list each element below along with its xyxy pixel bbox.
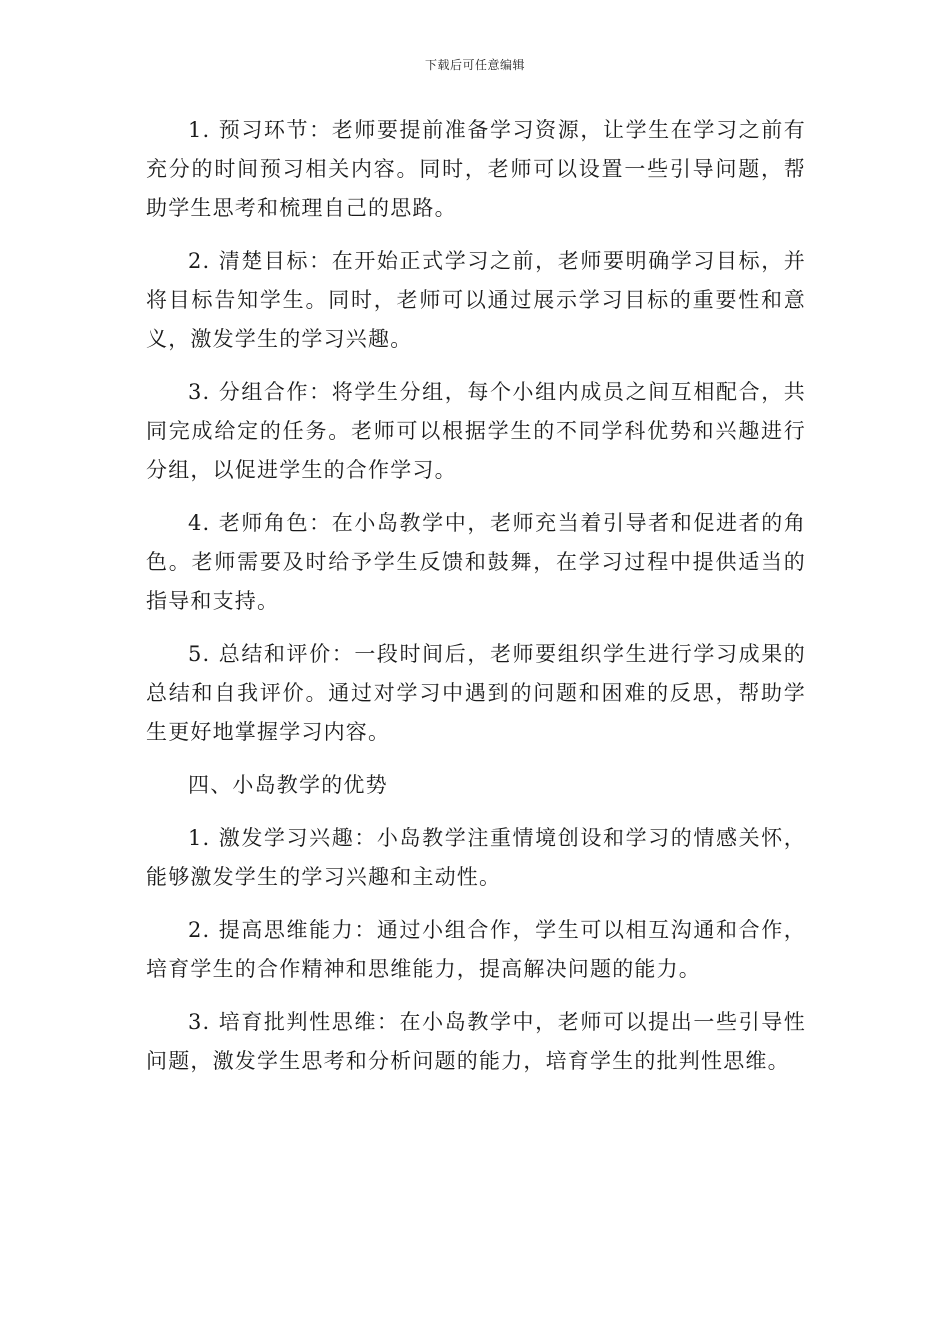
- document-body: [146, 111, 806, 1095]
- paragraph-stimulate-interest: 1. 激发学习兴趣：小岛教学注重情境创设和学习的情感关怀，能够激发学生的学习兴趣和主动性。: [146, 826, 806, 889]
- paragraph-teacher-role: 4. 老师角色：在小岛教学中，老师充当着引导者和促进者的角色。老师需要及时给予学生反馈和鼓舞，在学习过程中提供适当的指导和支持。: [146, 511, 806, 613]
- paragraph-clear-goals: 2. 清楚目标：在开始正式学习之前，老师要明确学习目标，并将目标告知学生。同时，老师可以通过展示学习目标的重要性和意义，激发学生的学习兴趣。: [146, 249, 806, 351]
- paragraph-preview-step: 1. 预习环节：老师要提前准备学习资源，让学生在学习之前有充分的时间预习相关内容。同时，老师可以设置一些引导问题，帮助学生思考和梳理自己的思路。: [146, 118, 806, 220]
- paragraph-thinking-ability: 2. 提高思维能力：通过小组合作，学生可以相互沟通和合作，培育学生的合作精神和思维能力，提高解决问题的能力。: [146, 918, 806, 981]
- paragraph-summary-evaluation: 5. 总结和评价：一段时间后，老师要组织学生进行学习成果的总结和自我评价。通过对学习中遇到的问题和困难的反思，帮助学生更好地掌握学习内容。: [146, 642, 806, 744]
- section-heading-advantages: 四、小岛教学的优势: [188, 773, 388, 797]
- paragraph-group-cooperation: 3. 分组合作：将学生分组，每个小组内成员之间互相配合，共同完成给定的任务。老师可以根据学生的不同学科优势和兴趣进行分组，以促进学生的合作学习。: [146, 380, 806, 482]
- page-header: 下载后可任意编辑: [424, 58, 525, 72]
- paragraph-critical-thinking: 3. 培育批判性思维：在小岛教学中，老师可以提出一些引导性问题，激发学生思考和分析问题的能力，培育学生的批判性思维。: [146, 1010, 806, 1073]
